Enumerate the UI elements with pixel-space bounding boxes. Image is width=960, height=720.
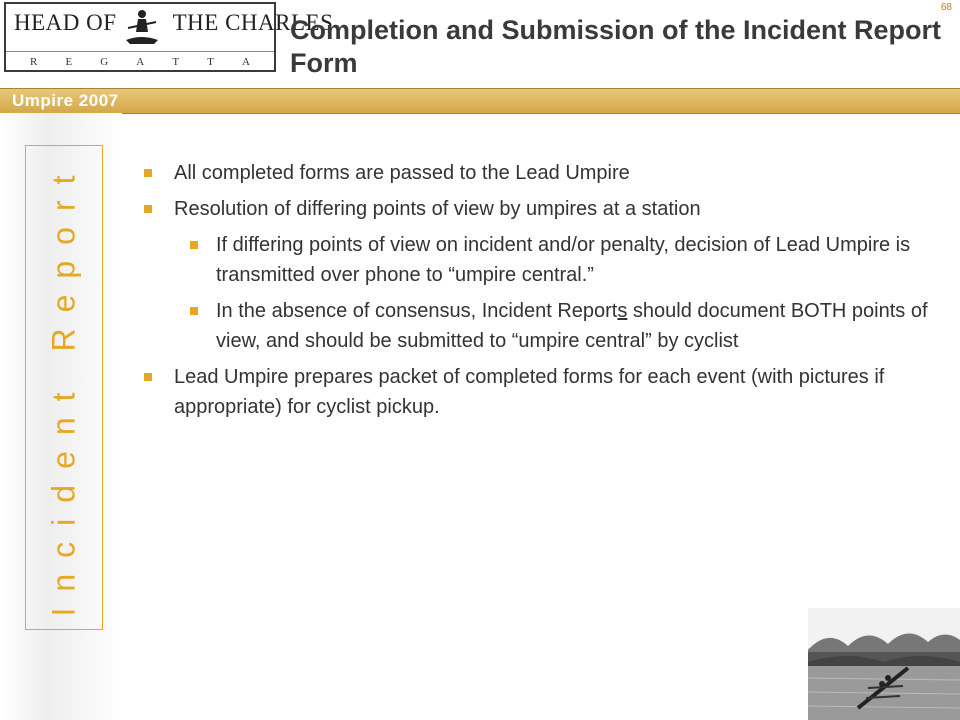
logo-regatta-letters — [6, 51, 274, 72]
regatta-photo — [808, 608, 960, 720]
logo-letter: T — [172, 56, 180, 68]
bullet-square-icon — [190, 307, 198, 315]
sub-bullet-item — [140, 230, 940, 290]
bullet-text: Lead Umpire prepares packet of completed forms for each event (with pictures if appropriate) for cyclist pickup. — [174, 366, 885, 418]
logo-letter: G — [100, 56, 109, 68]
slide-title: Completion and Submission of the Incident Report Form — [290, 15, 942, 78]
underlined-letter: s — [617, 300, 628, 322]
bullet-text: Resolution of differing points of view by umpires at a station — [174, 198, 701, 220]
bullet-text: All completed forms are passed to the Lead Umpire — [174, 162, 630, 184]
logo-letter: A — [136, 56, 145, 68]
bullet-text: In the absence of consensus, Incident Report — [216, 300, 618, 322]
bullet-square-icon — [144, 169, 152, 177]
logo-letter: T — [207, 56, 214, 68]
bullet-square-icon — [144, 205, 152, 213]
bullet-square-icon — [190, 241, 198, 249]
bullet-text: should document BOTH points of view, and should be submitted to “umpire central” by cyclist — [216, 300, 928, 352]
sub-bullet-item — [140, 296, 940, 356]
logo-letter: R — [30, 56, 38, 68]
side-label-box — [25, 145, 103, 630]
logo-text-left: HEAD OF — [14, 10, 117, 35]
bullet-item — [140, 194, 940, 224]
bullet-text: If differing points of view on incident and/or penalty, decision of Lead Umpire is transmitted over phone to “umpire central.” — [216, 234, 911, 286]
logo-letter: E — [65, 56, 73, 68]
bullet-item — [140, 158, 940, 188]
logo-letter: A — [241, 56, 250, 68]
band-label: Umpire 2007 — [12, 91, 119, 110]
regatta-logo — [4, 2, 334, 72]
logo-text-right: THE CHARLES — [172, 10, 334, 35]
bullet-square-icon — [144, 373, 152, 381]
bullet-item — [140, 362, 940, 422]
slide-number: 68 — [940, 2, 952, 13]
side-label: Incident Report — [45, 158, 82, 617]
slide-content — [140, 158, 940, 428]
rower-icon — [124, 8, 160, 48]
header-band — [0, 88, 960, 114]
